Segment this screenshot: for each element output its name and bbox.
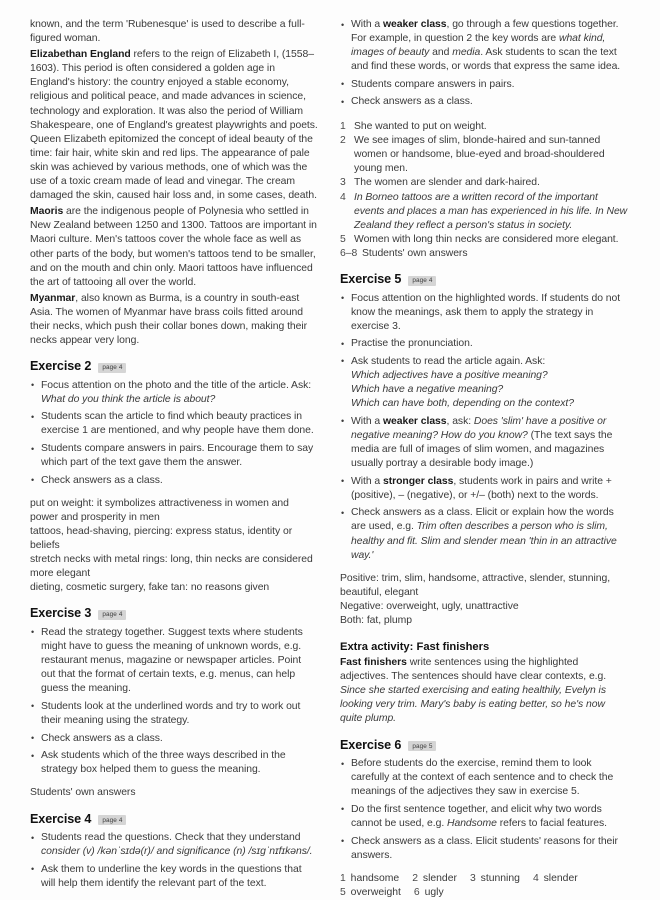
exercise-title: Exercise 4	[30, 811, 92, 826]
list-item	[340, 18, 628, 74]
instruction-text: Focus attention on the photo and the title of the article. Ask:	[41, 379, 312, 391]
answer-number: 1	[340, 121, 346, 133]
list-item	[340, 355, 628, 411]
exercise-6-instructions	[340, 757, 628, 863]
glossary-entry-myanmar	[30, 292, 318, 348]
instruction-text: and	[429, 47, 453, 59]
instruction-text: , students work in pairs and write + (positive), – (negative), or +/– (both) next to the words.	[351, 475, 612, 501]
instruction-text: Do the first sentence together, and elicit why two words cannot be used, e.g.	[351, 803, 602, 829]
glossary-definition: , also known as Burma, is a country in south-east Asia. The women of Myanmar have brass coils fitted around their necks, which push their collar bones down, making their necks appear very long.	[30, 292, 308, 347]
extra-activity-heading: Extra activity: Fast finishers	[340, 641, 490, 654]
list-item	[340, 292, 628, 334]
list-item	[30, 626, 318, 696]
page-reference-badge: page 4	[408, 276, 436, 286]
exercise-title: Exercise 6	[340, 737, 402, 752]
extra-activity-lead: Fast finishers	[340, 657, 407, 669]
instruction-text: Ask students to read the article again. Ask:	[351, 355, 546, 367]
answer-text: Students' own answers	[362, 247, 468, 259]
answer-line: Negative: overweight, ugly, unattractive	[340, 600, 519, 612]
instruction-bold: weaker class	[382, 19, 447, 30]
instruction-bold: weaker class	[382, 415, 447, 427]
intro-continued-paragraph: known, and the term 'Rubenesque' is used to describe a full-figured woman.	[30, 19, 305, 45]
instruction-italic: media	[452, 47, 481, 59]
instruction-text: refers to facial features.	[496, 817, 607, 829]
exercise-6-answer-key	[340, 872, 628, 901]
exercise-5-heading	[340, 272, 628, 287]
answer-item: 3 stunning	[469, 872, 520, 884]
list-item	[340, 134, 628, 176]
list-item	[30, 732, 318, 746]
instruction-italic: Trim often describes a person who is slim, healthy and fit. Slim and slender mean 'thin in an attractive way.'	[351, 521, 617, 561]
answer-line: tattoos, head-shaving, piercing: express status, identity or beliefs	[30, 526, 293, 552]
answer-text: Women with long thin necks are considered more elegant.	[354, 233, 619, 245]
exercise-2-answer-key	[30, 497, 318, 596]
instruction-text: With a	[351, 415, 383, 427]
exercise-2-heading	[30, 359, 318, 374]
glossary-term: Maoris	[30, 206, 64, 218]
answer-text: In Borneo tattoos are a written record of the important events and places a man has experienced in his life. In New Zealand they reflect a person's status in society.	[354, 191, 628, 231]
answer-number: 6–8	[340, 247, 358, 259]
glossary-entry-maoris	[30, 205, 318, 290]
list-item	[30, 442, 318, 470]
instruction-text: Before students do the exercise, remind them to look carefully at the context of each sentence and to check the meanings of the adjectives they saw in exercise 5.	[351, 758, 614, 798]
instruction-text: Students read the questions. Check that they understand	[41, 832, 301, 843]
concept-question: Which have a negative meaning?	[351, 384, 504, 396]
list-item	[30, 700, 318, 728]
answer-item: 5 overweight	[340, 887, 401, 899]
page-reference-badge: page 4	[98, 610, 126, 620]
instruction-italic: consider (v) /kənˈsɪdə(r)/ and significance (n) /sɪɡˈnɪfɪkəns/.	[41, 846, 313, 858]
instruction-text: Students look at the underlined words and try to work out their meaning using the strategy.	[41, 700, 301, 727]
instruction-text: Check answers as a class.	[41, 474, 163, 486]
list-item	[340, 176, 628, 190]
exercise-3-answer-key	[30, 786, 318, 800]
instruction-text: Check answers as a class. Elicit or explain how the words are used, e.g.	[351, 507, 614, 533]
instruction-text: With a	[351, 475, 383, 487]
glossary-definition: are the indigenous people of Polynesia who settled in New Zealand between 1250 and 1300. Tattoos are important in Maori culture. Men's tattoos cover the whole face as well as other parts of the body, but women's tattoos tend to be smaller, and on the mouth and chin only. Maori tattoos have influenced the art of tattooing all over the world.	[30, 206, 317, 288]
answer-line	[340, 872, 628, 887]
instruction-italic: Handsome	[447, 817, 497, 829]
exercise-4-heading	[30, 812, 318, 827]
list-item	[340, 506, 628, 562]
instruction-italic: Does 'slim' have a positive or negative meaning? How do you know?	[351, 415, 607, 441]
list-item	[340, 120, 628, 134]
answer-text: The women are slender and dark-haired.	[354, 177, 540, 189]
instruction-text: Focus attention on the highlighted words. If students do not know the meanings, ask them to apply the strategy in exercise 3.	[351, 292, 621, 332]
list-item	[340, 415, 628, 471]
extra-activity-example: Since she started exercising and eating healthily, Evelyn is looking very trim. Mary's baby is eating better, so he's now quite plump.	[340, 685, 606, 725]
instruction-text: . Ask students to scan the text and find these words, or words that express the same idea.	[351, 47, 621, 73]
list-item	[340, 191, 628, 233]
page-reference-badge: page 4	[98, 815, 126, 825]
instruction-text: Ask them to underline the key words in the questions that will help them identify the relevant part of the text.	[41, 863, 302, 889]
list-item	[340, 247, 628, 261]
concept-question: Which adjectives have a positive meaning?	[351, 369, 548, 381]
glossary-term: Myanmar	[30, 292, 76, 304]
instruction-text: Students compare answers in pairs. Encourage them to say which part of the text gave them the answer.	[41, 443, 314, 469]
instruction-text: Ask students which of the three ways described in the strategy box helped them to guess the meaning.	[41, 750, 286, 776]
exercise-6-heading	[340, 738, 628, 753]
glossary-definition: refers to the reign of Elizabeth I, (1558–1603). This period is often considered a golden age in England's history: the country enjoyed a stable economy, religious and political peace, and made advances in science, technology and exploration. It was also the period of William Shakespeare, one of England's greatest playwrights and poets. Queen Elizabeth epitomized the concept of ideal beauty of the time: fair hair, white skin and red lips. The appearance of pale skin was achieved by various methods, one of which was the use of a toxic cream made of lead and vinegar. The cream damaged the skin, caused hair loss and, in some cases, death.	[30, 49, 318, 202]
extra-activity-body: write sentences using the highlighted adjectives. The sentences should have clear contexts, e.g.	[340, 657, 607, 683]
list-item	[30, 379, 318, 407]
answer-number: 2	[340, 135, 346, 147]
answer-number: 3	[340, 177, 346, 189]
instruction-text: , go through a few questions together. For example, in question 2 the key words are	[351, 19, 619, 45]
list-item	[30, 863, 318, 891]
instruction-text: (The text says the media are full of images of slim women, and magazines usually portray a desirable body image.)	[351, 429, 613, 470]
exercise-title: Exercise 2	[30, 359, 92, 374]
list-item	[30, 474, 318, 488]
glossary-term: Elizabethan England	[30, 49, 131, 61]
instruction-text: Students scan the article to find which beauty practices in exercise 1 are mentioned, and why people have them done.	[41, 411, 314, 437]
exercise-2-instructions	[30, 379, 318, 488]
list-item	[340, 803, 628, 831]
page-reference-badge: page 4	[98, 363, 126, 373]
instruction-text: Check answers as a class. Elicit students' reasons for their answers.	[351, 835, 618, 861]
instruction-italic: What do you think the article is about?	[41, 393, 216, 405]
list-item	[340, 95, 628, 109]
list-item	[340, 757, 628, 799]
instruction-text: Check answers as a class.	[351, 96, 473, 108]
concept-question: Which can have both, depending on the context?	[351, 398, 574, 410]
instruction-text: , ask:	[446, 415, 474, 427]
left-column	[30, 18, 318, 890]
spacer	[340, 113, 628, 120]
exercise-4-instructions	[30, 831, 318, 891]
answer-line: put on weight: it symbolizes attractiveness in women and power and prosperity in men	[30, 497, 289, 523]
list-item	[30, 749, 318, 777]
glossary-entry-elizabethan-england	[30, 48, 318, 203]
instruction-text: Check answers as a class.	[41, 732, 163, 744]
instruction-bold: stronger class	[382, 475, 454, 487]
answer-text: She wanted to put on weight.	[354, 121, 487, 133]
list-item	[30, 410, 318, 438]
answer-line: Both: fat, plump	[340, 614, 412, 626]
exercise-3-heading	[30, 606, 318, 621]
answer-line: Students' own answers	[30, 787, 136, 799]
answer-line: dieting, cosmetic surgery, fake tan: no reasons given	[30, 582, 270, 594]
instruction-italic: what kind, images of beauty	[351, 33, 606, 59]
answer-line: stretch necks with metal rings: long, thin necks are considered more elegant	[30, 554, 313, 580]
list-item	[340, 835, 628, 863]
exercise-4-answer-key	[340, 120, 628, 261]
list-item	[340, 475, 628, 503]
right-column	[340, 18, 628, 899]
answer-number: 4	[340, 191, 346, 203]
exercise-4-instructions-continued	[340, 18, 628, 110]
instruction-text: Read the strategy together. Suggest texts where students might have to guess the meaning of unknown words, e.g. restaurant menus, magazine or newspaper articles. Point out that the format of certain texts, e.g. menus, can help guess the meaning.	[41, 626, 303, 695]
list-item	[340, 233, 628, 247]
two-column-layout	[30, 18, 630, 899]
answer-line	[340, 886, 628, 901]
list-item	[340, 337, 628, 351]
list-item	[340, 78, 628, 92]
answer-item: 2 slender	[412, 872, 457, 884]
page-reference-badge: page 5	[408, 741, 436, 751]
extra-activity-text	[340, 656, 628, 726]
answer-item: 6 ugly	[413, 887, 444, 899]
list-item	[30, 831, 318, 859]
answer-text: We see images of slim, blonde-haired and sun-tanned women or handsome, blue-eyed and broad-shouldered young men.	[354, 135, 605, 175]
instruction-text: Students compare answers in pairs.	[351, 78, 515, 90]
answer-item: 4 slender	[532, 872, 578, 884]
exercise-5-instructions	[340, 292, 628, 563]
instruction-text: Practise the pronunciation.	[351, 338, 473, 350]
exercise-3-instructions	[30, 626, 318, 777]
exercise-5-answer-key	[340, 572, 628, 628]
answer-item: 1 handsome	[340, 872, 400, 884]
instruction-text: With a	[351, 19, 383, 30]
exercise-title: Exercise 3	[30, 606, 92, 621]
exercise-title: Exercise 5	[340, 272, 402, 286]
answer-number: 5	[340, 233, 346, 245]
answer-line: Positive: trim, slim, handsome, attractive, slender, stunning, beautiful, elegant	[340, 572, 611, 598]
